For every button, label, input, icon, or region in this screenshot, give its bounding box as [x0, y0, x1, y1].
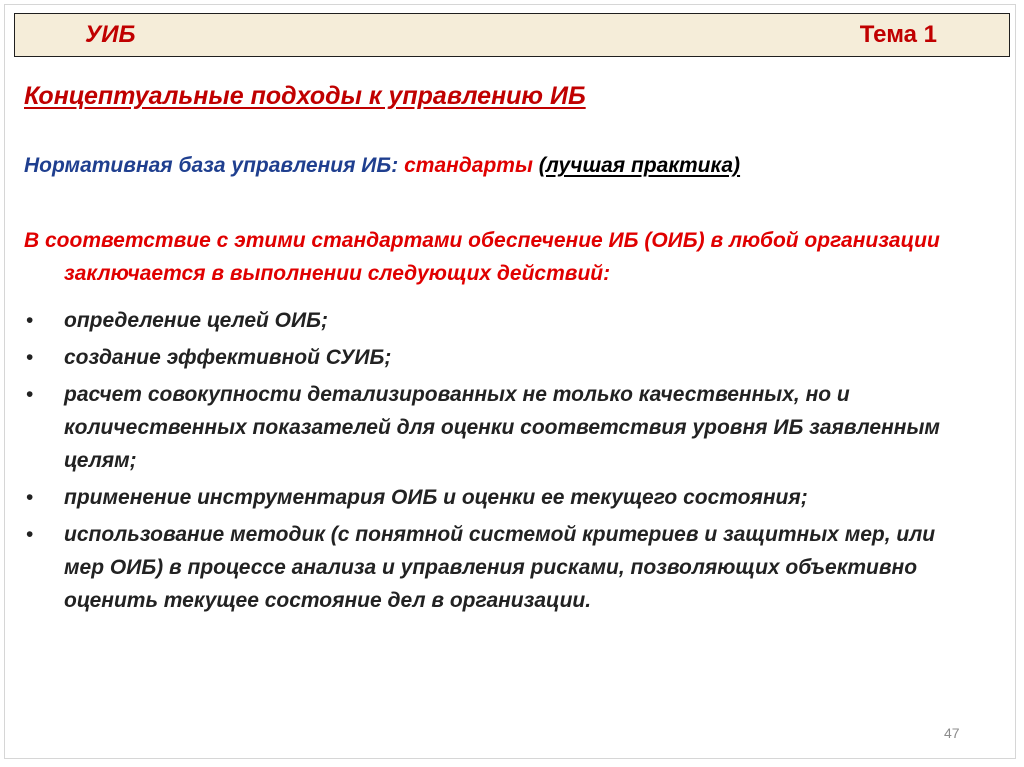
- subtitle-standards: стандарты: [404, 154, 539, 177]
- bullet-icon: •: [26, 486, 34, 509]
- list-item: [24, 378, 969, 477]
- subtitle: [24, 154, 740, 178]
- bullet-text: использование методик (с понятной системой критериев и защитных мер, или мер ОИБ) в процессе анализа и управления рисками, позволяющих объективно оценить текущее состояние дел в организации.: [64, 523, 936, 612]
- list-item: [24, 341, 969, 374]
- course-label: УИБ: [85, 21, 136, 48]
- slide-title: Концептуальные подходы к управлению ИБ: [24, 82, 586, 110]
- bullet-icon: •: [26, 309, 34, 332]
- subtitle-best-practice: (лучшая практика): [538, 154, 741, 177]
- list-item: [24, 518, 969, 617]
- bullet-text: создание эффективной СУИБ;: [64, 346, 392, 369]
- intro-paragraph: В соответствие с этими стандартами обеспечение ИБ (ОИБ) в любой организации заключается в выполнении следующих действий:: [24, 229, 940, 285]
- page-number: 47: [944, 725, 960, 741]
- bullet-text: расчет совокупности детализированных не только качественных, но и количественных показателей для оценки соответствия уровня ИБ заявленным целям;: [64, 383, 940, 472]
- header-bar: [14, 13, 1010, 57]
- bullet-list: [24, 304, 969, 621]
- list-item: [24, 481, 969, 514]
- bullet-icon: •: [26, 346, 34, 369]
- bullet-icon: •: [26, 523, 34, 546]
- topic-label: Тема 1: [859, 21, 937, 48]
- subtitle-normative-base: Нормативная база управления ИБ:: [24, 154, 405, 177]
- bullet-text: определение целей ОИБ;: [64, 309, 328, 332]
- list-item: [24, 304, 969, 337]
- bullet-text: применение инструментария ОИБ и оценки ее текущего состояния;: [64, 486, 808, 509]
- bullet-icon: •: [26, 383, 34, 406]
